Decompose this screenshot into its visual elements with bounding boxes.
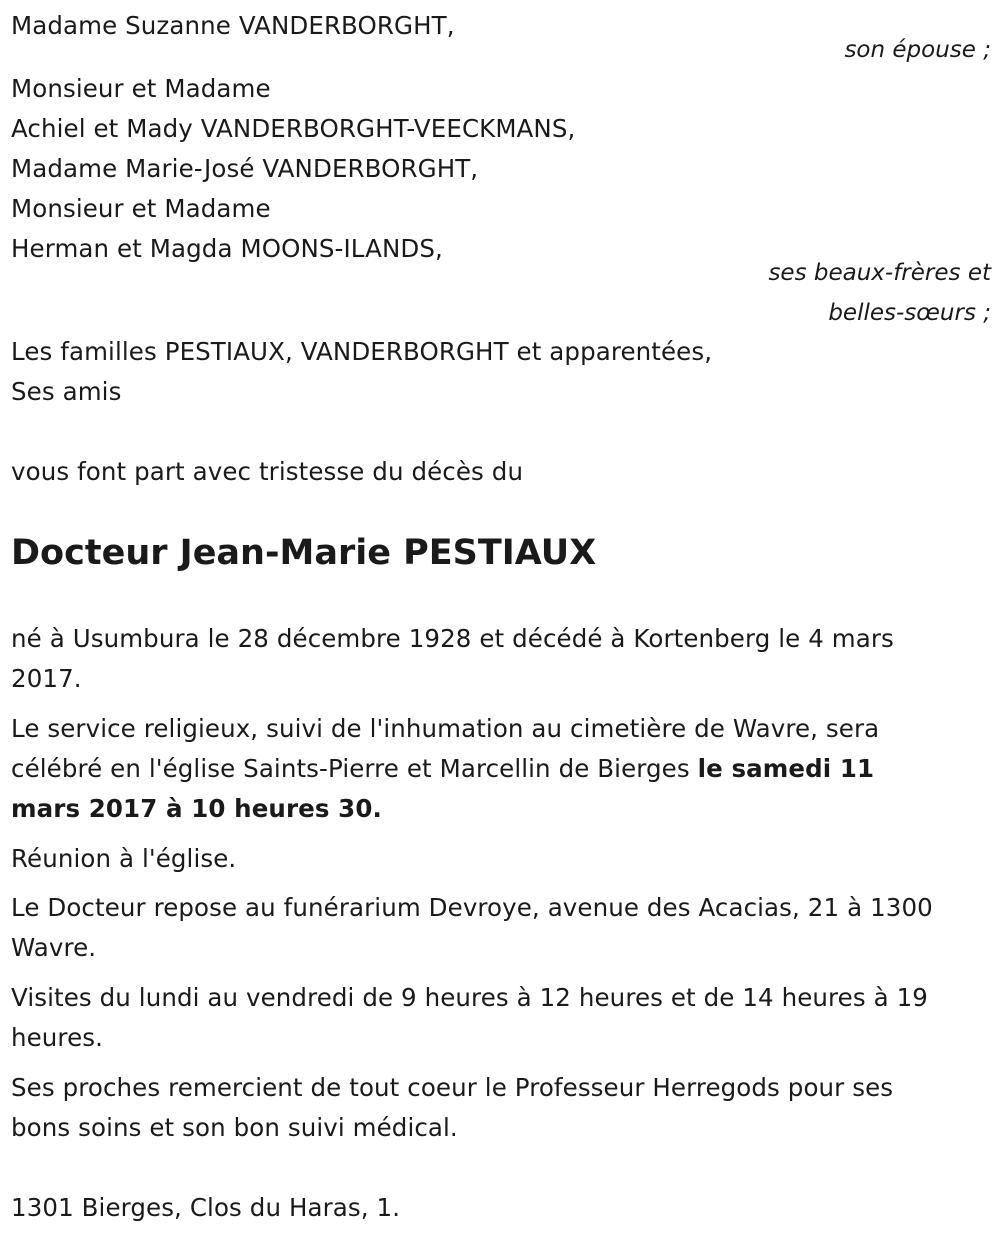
friends-line: Ses amis [11,377,122,406]
service-line-2 [11,749,874,789]
spouse-name: Madame Suzanne VANDERBORGHT, [11,11,455,40]
sibling-line-3: Madame Marie-José VANDERBORGHT, [11,154,479,183]
visits-line-1: Visites du lundi au vendredi de 9 heures à 12 heures et de 14 heures à 19 [11,983,928,1012]
service-line-1: Le service religieux, suivi de l'inhumation au cimetière de Wavre, sera [11,714,880,743]
thanks-line-1: Ses proches remercient de tout coeur le Professeur Herregods pour ses [11,1073,894,1102]
sibling-line-1: Monsieur et Madame [11,74,271,103]
birth-death-line-2: 2017. [11,664,82,693]
deceased-name: Docteur Jean-Marie PESTIAUX [11,533,597,573]
families-line: Les familles PESTIAUX, VANDERBORGHT et apparentées, [11,337,713,366]
service-line-2-regular: célébré en l'église Saints-Pierre et Marcellin de Bierges [11,754,698,783]
service-date-part-2: mars 2017 à 10 heures 30. [11,794,382,823]
service-date-part-1: le samedi 11 [697,754,875,783]
announcement: vous font part avec tristesse du décès du [11,457,524,486]
visits-line-2: heures. [11,1023,103,1052]
sibling-line-4: Monsieur et Madame [11,194,271,223]
siblings-role-line-2: belles-sœurs ; [828,300,991,326]
siblings-role-line-1: ses beaux-frères et [768,260,991,286]
reunion-line: Réunion à l'église. [11,844,237,873]
sibling-line-5: Herman et Magda MOONS-ILANDS, [11,234,443,263]
funerarium-line-1: Le Docteur repose au funérarium Devroye, avenue des Acacias, 21 à 1300 [11,893,933,922]
birth-death-line-1: né à Usumbura le 28 décembre 1928 et décédé à Kortenberg le 4 mars [11,624,894,653]
thanks-line-2: bons soins et son bon suivi médical. [11,1113,458,1142]
funerarium-line-2: Wavre. [11,933,97,962]
sibling-line-2: Achiel et Mady VANDERBORGHT-VEECKMANS, [11,114,576,143]
spouse-role: son épouse ; [844,37,991,63]
address-line: 1301 Bierges, Clos du Haras, 1. [11,1193,401,1222]
